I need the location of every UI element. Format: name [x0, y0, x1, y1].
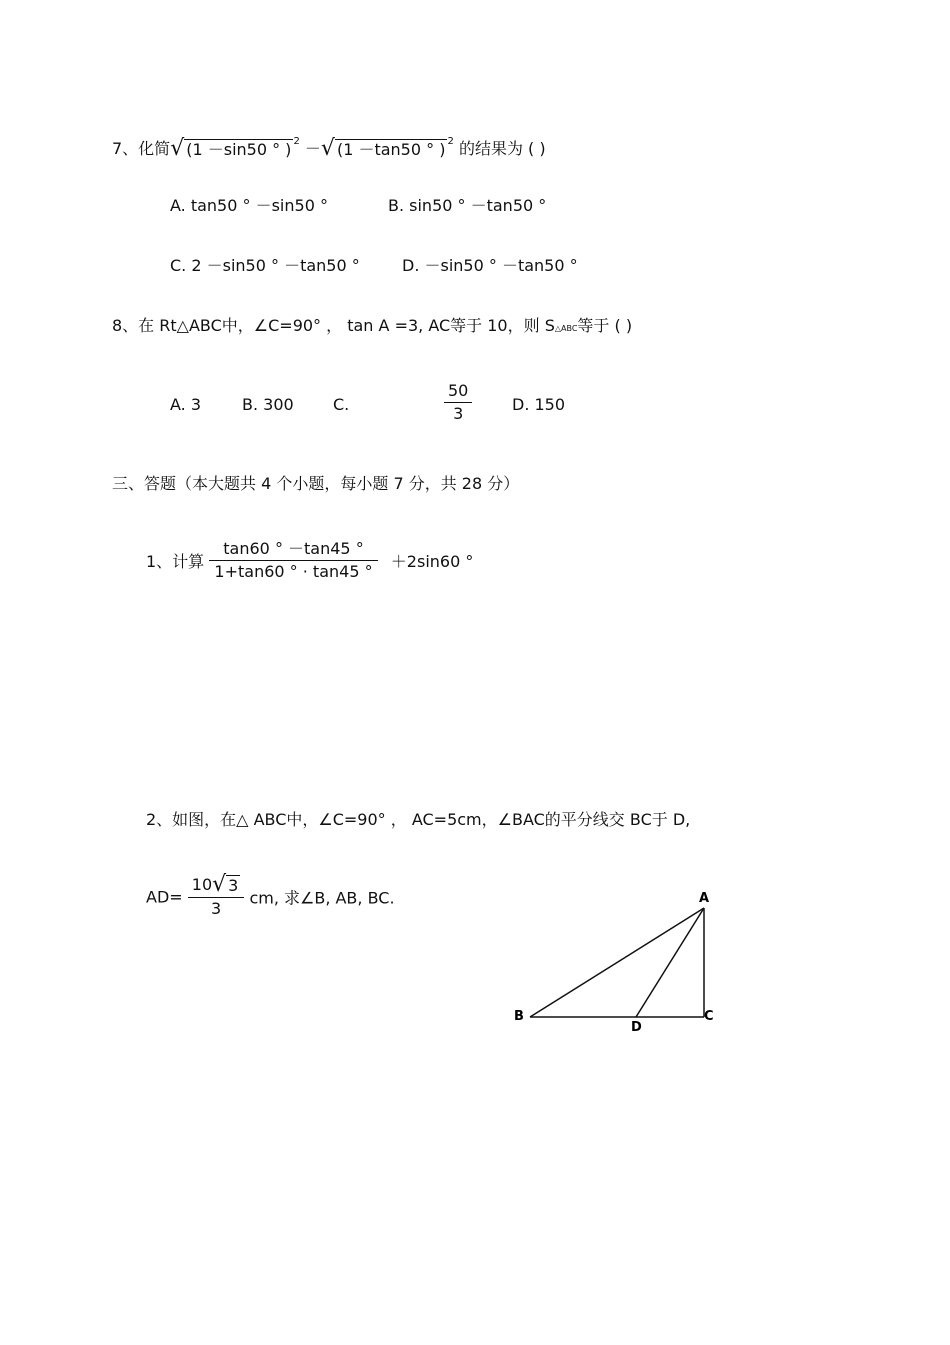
section-heading: 三、答题（本大题共 4 个小题，每小题 7 分，共 28 分）	[112, 474, 520, 493]
problem-1-fraction	[209, 538, 377, 583]
vertex-label-b: B	[514, 1009, 524, 1024]
sqrt-expression-1: √ (1 －sin50 ° )	[170, 136, 292, 161]
ad-prefix: AD=	[146, 887, 183, 907]
q8-stem	[112, 316, 632, 339]
q8-option-c-fraction	[444, 380, 472, 425]
exponent-2: 2	[447, 136, 454, 147]
q7-minus: －	[304, 139, 321, 158]
vertex-label-d: D	[631, 1020, 642, 1035]
vertex-label-a: A	[699, 891, 710, 906]
segment-ad	[636, 908, 704, 1017]
q7-option-a: A. tan50 ° －sin50 °	[170, 196, 328, 215]
problem-1-prefix: 1、计算	[146, 552, 205, 571]
problem-1-suffix: ＋2sin60 °	[390, 552, 474, 571]
fraction-numerator: 10√ 3	[188, 874, 245, 898]
radicand: 3	[228, 875, 239, 895]
q8-prefix: 8、在 Rt△ABC中，∠C=90° ， tan A =3, AC等于 10，则 S	[112, 316, 555, 335]
fraction-numerator: 50	[444, 380, 472, 403]
q7-option-b: B. sin50 ° －tan50 °	[388, 196, 547, 215]
q7-option-c: C. 2 －sin50 ° －tan50 °	[170, 256, 360, 275]
exponent-1: 2	[293, 136, 300, 147]
fraction-denominator: 3	[453, 404, 464, 423]
q7-suffix: 的结果为 ( )	[458, 139, 546, 158]
q8-option-a: A. 3	[170, 395, 202, 414]
triangle-figure	[500, 880, 740, 1040]
radicand-2: (1 －tan50 ° )	[336, 140, 446, 159]
vertex-label-c: C	[704, 1009, 714, 1024]
problem-2-line2	[146, 871, 395, 920]
q8-suffix: 等于 ( )	[577, 316, 633, 335]
fraction-numerator: tan60 ° －tan45 °	[209, 538, 377, 561]
ad-suffix: cm, 求∠B, AB, BC.	[249, 888, 395, 908]
radicand-1: (1 －sin50 ° )	[186, 140, 292, 159]
ad-fraction	[188, 871, 245, 920]
fraction-denominator: 3	[210, 898, 222, 918]
q8-option-c: C.	[333, 395, 350, 414]
q7-stem	[112, 132, 546, 160]
q7-option-d: D. －sin50 ° －tan50 °	[402, 256, 578, 275]
q8-option-b: B. 300	[242, 395, 294, 414]
problem-1	[146, 538, 473, 583]
q8-area-subscript: △ABC	[554, 324, 578, 333]
q7-prefix: 7、化简	[112, 139, 171, 158]
q8-option-d: D. 150	[512, 395, 566, 414]
segment-ab	[530, 908, 704, 1017]
fraction-denominator: 1+tan60 ° · tan45 °	[214, 562, 373, 581]
problem-2-line1: 2、如图，在△ ABC中，∠C=90° ， AC=5cm，∠BAC的平分线交 BC于 D,	[146, 810, 691, 829]
sqrt-expression-2: √ (1 －tan50 ° )	[320, 136, 446, 161]
